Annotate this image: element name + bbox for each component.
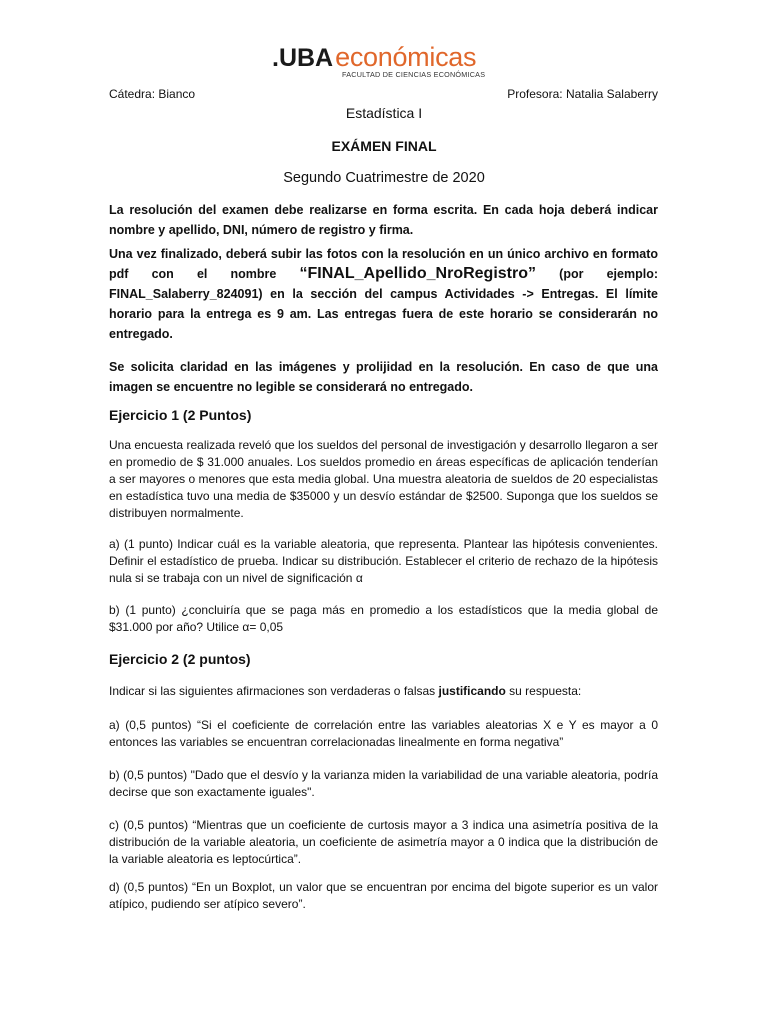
ejercicio-1-item-b: b) (1 punto) ¿concluiría que se paga más en promedio a los estadísticos que la media global de $31.000 por año? Utilice α= 0,05: [109, 603, 658, 634]
logo-uba-text: .UBA: [272, 44, 334, 72]
ejercicio-2-item-d: d) (0,5 puntos) “En un Boxplot, un valor que se encuentran por encima del bigote superior es un valor atípico, pudiendo ser atípico severo”.: [109, 880, 658, 911]
ejercicio-2-intro-bold: justificando: [438, 684, 506, 698]
instructions-p2-before: Una vez finalizado, deberá subir las fotos con la resolución en un único archivo en formato pdf con el nombre: [109, 247, 658, 281]
ejercicio-2-intro: [109, 683, 658, 700]
profesora-label: Profesora: Natalia Salaberry: [507, 87, 658, 101]
instructions-paragraph-1: La resolución del examen debe realizarse en forma escrita. En cada hoja deberá indicar nombre y apellido, DNI, número de registro y firma.: [109, 203, 658, 237]
period-title: Segundo Cuatrimestre de 2020: [283, 170, 485, 186]
instructions-paragraph-3: Se solicita claridad en las imágenes y prolijidad en la resolución. En caso de que una imagen se encuentre no legible se considerará no entregado.: [109, 360, 658, 394]
ejercicio-2-item-a: a) (0,5 puntos) “Si el coeficiente de correlación entre las variables aleatorias X e Y es mayor a 0 entonces las variables se encuentran correlacionadas linealmente en forma negativa”: [109, 718, 658, 749]
logo-faculty-text: FACULTAD DE CIENCIAS ECONÓMICAS: [342, 70, 486, 79]
instructions-p2-after: (por ejemplo: FINAL_Salaberry_824091) en la sección del campus Actividades -> Entregas. El límite horario para la entrega es 9 am. Las entregas fuera de este horario se considerarán no entregado.: [109, 267, 658, 341]
logo-economicas-text: económicas: [335, 42, 477, 72]
instructions-paragraph-2: [109, 244, 658, 344]
uba-economicas-logo: [272, 44, 502, 84]
ejercicio-1-item-a: a) (1 punto) Indicar cuál es la variable aleatoria, que representa. Plantear las hipótesis convenientes. Definir el estadístico de prueba. Indicar su distribución. Establecer el criterio de rechazo de la hipótesis nula si se trabaja con un nivel de significación α: [109, 537, 658, 585]
subject-title: Estadística I: [345, 105, 423, 121]
ejercicio-1-statement: Una encuesta realizada reveló que los sueldos del personal de investigación y desarrollo llegaron a ser en promedio de $ 31.000 anuales. Los sueldos promedio en áreas específicas de aplicación tenderían a ser mayores o menores que esta media global. Una muestra aleatoria de sueldos de 20 especialistas en estadística tuvo una media de $35000 y un desvío estándar de $2500. Suponga que los sueldos se distribuyen normalmente.: [109, 438, 658, 520]
ejercicio-1-heading: Ejercicio 1 (2 Puntos): [109, 407, 252, 423]
filename-format: “FINAL_Apellido_NroRegistro”: [299, 265, 536, 282]
ejercicio-2-item-b: b) (0,5 puntos) "Dado que el desvío y la varianza miden la variabilidad de una variable aleatoria, podría decirse que son exactamente iguales".: [109, 768, 658, 799]
ejercicio-2-heading: Ejercicio 2 (2 puntos): [109, 651, 251, 667]
ejercicio-2-item-c: c) (0,5 puntos) “Mientras que un coeficiente de curtosis mayor a 3 indica una asimetría positiva de la distribución de la variable aleatoria, un coeficiente de asimetría mayor a 0 indica que la distribución de la variable aleatoria es leptocúrtica”.: [109, 818, 658, 866]
catedra-label: Cátedra: Bianco: [109, 87, 196, 101]
exam-title: EXÁMEN FINAL: [331, 138, 437, 154]
ejercicio-2-intro-after: su respuesta:: [505, 684, 582, 698]
ejercicio-2-intro-before: Indicar si las siguientes afirmaciones son verdaderas o falsas: [109, 684, 439, 698]
